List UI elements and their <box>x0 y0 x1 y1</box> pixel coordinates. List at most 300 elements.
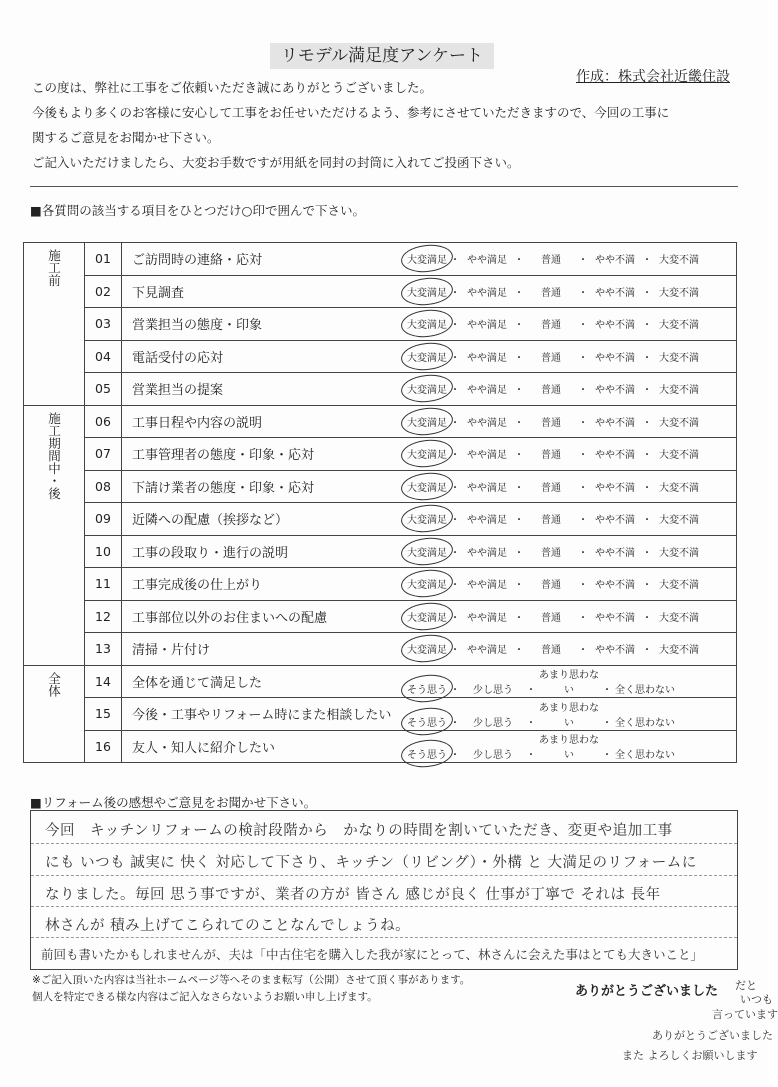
handwritten-note: また よろしくお願いします <box>622 1049 758 1062</box>
answer-option[interactable] <box>654 414 704 429</box>
answer-options <box>406 470 737 503</box>
answer-option-label: やや不満 <box>595 417 635 429</box>
answer-option-label: 大変満足 <box>407 287 447 299</box>
question-text: 今後・工事やリフォーム時にまた相談したい <box>122 698 407 731</box>
divider <box>30 186 738 187</box>
answer-option-label: あまり思わない <box>539 735 599 762</box>
separator: ・ <box>642 612 652 624</box>
answer-option-label: 大変不満 <box>659 482 699 494</box>
separator: ・ <box>514 612 524 624</box>
answer-option[interactable] <box>462 316 512 331</box>
comment-line: 前回も書いたかもしれませんが、夫は「中古住宅を購入した我が家にとって、林さんに会えた事はとても大きいこと」 <box>41 947 704 962</box>
answer-option-label: 大変満足 <box>407 417 447 429</box>
question-number: 13 <box>85 633 122 666</box>
answer-option[interactable] <box>590 446 640 461</box>
answer-option[interactable] <box>406 609 448 624</box>
question-text: 工事管理者の態度・印象・応対 <box>122 438 407 471</box>
answer-option[interactable] <box>590 284 640 299</box>
answer-option-label: 普通 <box>541 255 561 267</box>
answer-option-label: 大変不満 <box>659 547 699 559</box>
question-number: 05 <box>85 373 122 406</box>
answer-option[interactable] <box>590 414 640 429</box>
separator: ・ <box>514 547 524 559</box>
answer-option[interactable] <box>406 381 448 396</box>
group-label-text: 施工期間中・後 <box>46 411 62 499</box>
separator: ・ <box>450 612 460 624</box>
separator: ・ <box>578 417 588 429</box>
answer-option-label: やや不満 <box>595 255 635 267</box>
answer-option[interactable] <box>462 544 512 559</box>
question-number: 08 <box>85 470 122 503</box>
answer-option[interactable] <box>462 284 512 299</box>
answer-option[interactable] <box>654 316 704 331</box>
answer-option[interactable] <box>614 714 676 729</box>
answer-option[interactable] <box>654 544 704 559</box>
question-row <box>24 503 737 536</box>
answer-option-label: 大変不満 <box>659 352 699 364</box>
thanks-text: ありがとうございました <box>575 984 719 999</box>
answer-option-label: やや不満 <box>595 547 635 559</box>
answer-option-label: そう思う <box>407 750 447 762</box>
separator: ・ <box>578 580 588 592</box>
separator: ・ <box>642 547 652 559</box>
answer-option[interactable] <box>406 576 448 591</box>
answer-option[interactable] <box>526 609 576 624</box>
answer-option-label: 普通 <box>541 515 561 527</box>
separator: ・ <box>514 287 524 299</box>
answer-option[interactable] <box>526 576 576 591</box>
answer-option[interactable] <box>590 576 640 591</box>
answer-option[interactable] <box>526 381 576 396</box>
question-row <box>24 665 737 698</box>
answer-option[interactable] <box>406 641 448 656</box>
selected-circle-mark <box>400 405 455 437</box>
answer-option-label: 少し思う <box>473 685 513 697</box>
answer-option[interactable] <box>654 511 704 526</box>
answer-option-label: やや不満 <box>595 612 635 624</box>
answer-option-label: 大変満足 <box>407 612 447 624</box>
answer-option-label: やや満足 <box>467 450 507 462</box>
answer-option-label: 大変不満 <box>659 645 699 657</box>
answer-option-label: やや不満 <box>595 320 635 332</box>
answer-option[interactable] <box>654 251 704 266</box>
selected-circle-mark <box>400 503 455 535</box>
answer-option[interactable] <box>654 349 704 364</box>
comment-line: なりました。毎回 思う事ですが、業者の方が 皆さん 感じが良く 仕事が丁寧で それは 長年 <box>45 887 661 903</box>
comment-line: 林さんが 積み上げてこられてのことなんでしょうね。 <box>45 918 411 934</box>
answer-option[interactable] <box>538 666 600 696</box>
answer-option-label: 大変不満 <box>659 287 699 299</box>
answer-option[interactable] <box>462 511 512 526</box>
separator: ・ <box>514 320 524 332</box>
answer-options <box>406 503 737 536</box>
question-number: 01 <box>85 243 122 276</box>
answer-option-label: やや満足 <box>467 547 507 559</box>
answer-option[interactable] <box>462 446 512 461</box>
answer-option-label: 大変不満 <box>659 385 699 397</box>
survey-table <box>23 242 737 763</box>
answer-option[interactable] <box>590 316 640 331</box>
question-text: 営業担当の提案 <box>122 373 407 406</box>
separator: ・ <box>578 450 588 462</box>
intro-line: 今後もより多くのお客様に安心して工事をお任せいただけるよう、参考にさせていただきますので、今回の工事に <box>32 105 670 120</box>
question-number: 14 <box>85 665 122 698</box>
separator: ・ <box>450 717 460 729</box>
handwritten-note: ありがとうございました <box>652 1029 773 1042</box>
question-text: 全体を通じて満足した <box>122 665 407 698</box>
answer-option[interactable] <box>406 316 448 331</box>
separator: ・ <box>450 385 460 397</box>
selected-circle-mark <box>400 738 455 770</box>
answer-option[interactable] <box>614 746 676 761</box>
answer-option-label: 大変不満 <box>659 515 699 527</box>
answer-options <box>406 535 737 568</box>
separator: ・ <box>526 685 536 697</box>
separator: ・ <box>578 352 588 364</box>
answer-option-label: 大変不満 <box>659 417 699 429</box>
separator: ・ <box>450 450 460 462</box>
answer-option-label: やや満足 <box>467 645 507 657</box>
question-number: 16 <box>85 730 122 763</box>
answer-option-label: 普通 <box>541 385 561 397</box>
answer-option-label: やや満足 <box>467 385 507 397</box>
question-number: 02 <box>85 275 122 308</box>
answer-options <box>406 340 737 373</box>
answer-option-label: 普通 <box>541 320 561 332</box>
answer-option-label: 大変満足 <box>407 450 447 462</box>
separator: ・ <box>602 717 612 729</box>
answer-option[interactable] <box>462 479 512 494</box>
selected-circle-mark <box>400 438 455 470</box>
separator: ・ <box>642 515 652 527</box>
question-row <box>24 730 737 763</box>
answer-option[interactable] <box>654 381 704 396</box>
question-text: 下見調査 <box>122 275 407 308</box>
answer-options <box>406 275 737 308</box>
selected-circle-mark <box>400 535 455 567</box>
separator: ・ <box>578 547 588 559</box>
intro-line: ご記入いただけましたら、大変お手数ですが用紙を同封の封筒に入れてご投函下さい。 <box>32 155 520 170</box>
answer-options <box>406 698 737 731</box>
question-number: 04 <box>85 340 122 373</box>
selected-circle-mark <box>400 633 455 665</box>
answer-option-label: あまり思わない <box>539 702 599 729</box>
note: ※ご記入頂いた内容は当社ホームページ等へそのまま転写（公開）させて頂く事があります。 <box>32 974 471 986</box>
separator: ・ <box>642 352 652 364</box>
answer-option-label: 大変不満 <box>659 450 699 462</box>
question-number: 06 <box>85 405 122 438</box>
question-row <box>24 243 737 276</box>
answer-option[interactable] <box>654 641 704 656</box>
answer-option[interactable] <box>526 251 576 266</box>
answer-option[interactable] <box>538 699 600 729</box>
answer-option-label: 普通 <box>541 450 561 462</box>
answer-option-label: そう思う <box>407 685 447 697</box>
author-line: 作成：株式会社近畿住設 <box>576 69 730 85</box>
answer-option[interactable] <box>590 609 640 624</box>
separator: ・ <box>450 580 460 592</box>
separator: ・ <box>450 515 460 527</box>
answer-option-label: 普通 <box>541 352 561 364</box>
separator: ・ <box>526 750 536 762</box>
comments-heading: ■リフォーム後の感想やご意見をお聞かせ下さい。 <box>30 795 317 810</box>
answer-option-label: やや不満 <box>595 450 635 462</box>
answer-options <box>406 568 737 601</box>
separator: ・ <box>578 612 588 624</box>
question-row <box>24 340 737 373</box>
answer-option[interactable] <box>406 446 448 461</box>
answer-option-label: 大変満足 <box>407 645 447 657</box>
answer-option[interactable] <box>526 414 576 429</box>
question-text: 営業担当の態度・印象 <box>122 308 407 341</box>
answer-option-label: やや満足 <box>467 352 507 364</box>
answer-option[interactable] <box>526 641 576 656</box>
handwritten-note: だと <box>735 979 757 992</box>
question-text: 工事完成後の仕上がり <box>122 568 407 601</box>
answer-option-label: 大変不満 <box>659 320 699 332</box>
answer-option-label: あまり思わない <box>539 670 599 697</box>
answer-option-label: 大変満足 <box>407 547 447 559</box>
answer-option[interactable] <box>654 284 704 299</box>
answer-option-label: 普通 <box>541 417 561 429</box>
answer-option[interactable] <box>526 349 576 364</box>
answer-option-label: 大変不満 <box>659 612 699 624</box>
group-label <box>24 243 85 406</box>
question-row <box>24 275 737 308</box>
selected-circle-mark <box>400 600 455 632</box>
separator: ・ <box>578 287 588 299</box>
separator: ・ <box>514 482 524 494</box>
answer-option[interactable] <box>590 641 640 656</box>
answer-option-label: 大変満足 <box>407 515 447 527</box>
separator: ・ <box>642 580 652 592</box>
question-row <box>24 633 737 666</box>
answer-option-label: 大変満足 <box>407 255 447 267</box>
answer-option[interactable] <box>526 544 576 559</box>
answer-option-label: 大変満足 <box>407 352 447 364</box>
answer-option[interactable] <box>406 349 448 364</box>
answer-option-label: 少し思う <box>473 750 513 762</box>
answer-option[interactable] <box>406 714 448 729</box>
answer-option[interactable] <box>462 681 524 696</box>
question-row <box>24 698 737 731</box>
answer-option[interactable] <box>526 511 576 526</box>
answer-option[interactable] <box>590 251 640 266</box>
answer-option[interactable] <box>538 731 600 761</box>
answer-option-label: やや満足 <box>467 417 507 429</box>
separator: ・ <box>642 417 652 429</box>
separator: ・ <box>450 255 460 267</box>
answer-option-label: やや満足 <box>467 482 507 494</box>
separator: ・ <box>514 255 524 267</box>
separator: ・ <box>642 450 652 462</box>
separator: ・ <box>578 515 588 527</box>
question-text: 電話受付の応対 <box>122 340 407 373</box>
answer-option-label: 全く思わない <box>615 750 675 762</box>
separator: ・ <box>514 450 524 462</box>
question-row <box>24 470 737 503</box>
answer-option-label: 普通 <box>541 580 561 592</box>
question-text: 下請け業者の態度・印象・応対 <box>122 470 407 503</box>
answer-option[interactable] <box>462 414 512 429</box>
separator: ・ <box>642 320 652 332</box>
selected-circle-mark <box>400 275 455 307</box>
question-number: 11 <box>85 568 122 601</box>
question-number: 15 <box>85 698 122 731</box>
question-row <box>24 373 737 406</box>
answer-option[interactable] <box>526 479 576 494</box>
separator: ・ <box>514 417 524 429</box>
question-row <box>24 568 737 601</box>
answer-option[interactable] <box>590 511 640 526</box>
handwritten-note: 言っています <box>712 1008 778 1021</box>
answer-options <box>406 633 737 666</box>
answer-option-label: やや不満 <box>595 482 635 494</box>
question-number: 10 <box>85 535 122 568</box>
question-text: 工事部位以外のお住まいへの配慮 <box>122 600 407 633</box>
separator: ・ <box>578 255 588 267</box>
separator: ・ <box>642 287 652 299</box>
separator: ・ <box>526 717 536 729</box>
selected-circle-mark <box>400 373 455 405</box>
answer-option[interactable] <box>462 576 512 591</box>
group-label-text: 施工前 <box>46 249 62 287</box>
group-label <box>24 405 85 665</box>
answer-option[interactable] <box>406 284 448 299</box>
answer-option[interactable] <box>462 349 512 364</box>
separator: ・ <box>514 385 524 397</box>
comments-box[interactable] <box>30 810 738 970</box>
answer-option-label: そう思う <box>407 717 447 729</box>
answer-option-label: 大変満足 <box>407 482 447 494</box>
separator: ・ <box>578 645 588 657</box>
page-title: リモデル満足度アンケート <box>270 43 494 69</box>
answer-option-label: 大変不満 <box>659 255 699 267</box>
question-row <box>24 405 737 438</box>
answer-option[interactable] <box>406 511 448 526</box>
answer-option[interactable] <box>406 414 448 429</box>
answer-option[interactable] <box>526 284 576 299</box>
question-row <box>24 600 737 633</box>
question-text: ご訪問時の連絡・応対 <box>122 243 407 276</box>
selected-circle-mark <box>400 340 455 372</box>
answer-option-label: やや不満 <box>595 515 635 527</box>
answer-option-label: 少し思う <box>473 717 513 729</box>
answer-option[interactable] <box>462 381 512 396</box>
separator: ・ <box>642 482 652 494</box>
separator: ・ <box>578 320 588 332</box>
group-label-text: 全体 <box>46 671 62 697</box>
separator: ・ <box>514 352 524 364</box>
answer-option[interactable] <box>654 446 704 461</box>
answer-option[interactable] <box>406 251 448 266</box>
answer-option-label: 大変満足 <box>407 385 447 397</box>
answer-option[interactable] <box>462 251 512 266</box>
question-text: 工事の段取り・進行の説明 <box>122 535 407 568</box>
separator: ・ <box>578 385 588 397</box>
answer-option[interactable] <box>462 746 524 761</box>
answer-options <box>406 308 737 341</box>
answer-option[interactable] <box>406 746 448 761</box>
separator: ・ <box>450 750 460 762</box>
answer-option-label: 大変満足 <box>407 320 447 332</box>
separator: ・ <box>514 580 524 592</box>
group-label <box>24 665 85 763</box>
answer-option[interactable] <box>654 479 704 494</box>
answer-option[interactable] <box>462 641 512 656</box>
answer-option[interactable] <box>526 446 576 461</box>
selected-circle-mark <box>400 243 455 275</box>
question-number: 12 <box>85 600 122 633</box>
answer-option-label: 普通 <box>541 547 561 559</box>
separator: ・ <box>642 645 652 657</box>
answer-options <box>406 600 737 633</box>
separator: ・ <box>450 320 460 332</box>
answer-option-label: 全く思わない <box>615 685 675 697</box>
answer-option[interactable] <box>654 576 704 591</box>
answer-option[interactable] <box>590 479 640 494</box>
answer-option-label: やや不満 <box>595 385 635 397</box>
answer-options <box>406 665 737 698</box>
separator: ・ <box>450 417 460 429</box>
answer-option[interactable] <box>406 479 448 494</box>
selected-circle-mark <box>400 568 455 600</box>
answer-option-label: やや不満 <box>595 580 635 592</box>
separator: ・ <box>514 645 524 657</box>
question-number: 03 <box>85 308 122 341</box>
answer-option[interactable] <box>526 316 576 331</box>
answer-option-label: やや満足 <box>467 287 507 299</box>
question-row <box>24 438 737 471</box>
answer-option[interactable] <box>590 381 640 396</box>
separator: ・ <box>602 750 612 762</box>
selected-circle-mark <box>400 470 455 502</box>
answer-option[interactable] <box>406 681 448 696</box>
answer-option-label: 普通 <box>541 482 561 494</box>
handwritten-note: いつも <box>740 993 773 1006</box>
selected-circle-mark <box>400 308 455 340</box>
answer-option[interactable] <box>462 609 512 624</box>
answer-option-label: 大変満足 <box>407 580 447 592</box>
answer-option-label: 普通 <box>541 645 561 657</box>
separator: ・ <box>642 255 652 267</box>
answer-option-label: やや満足 <box>467 320 507 332</box>
separator: ・ <box>602 685 612 697</box>
separator: ・ <box>450 547 460 559</box>
answer-options <box>406 243 737 276</box>
answer-option-label: やや満足 <box>467 612 507 624</box>
answer-option-label: 全く思わない <box>615 717 675 729</box>
answer-option[interactable] <box>462 714 524 729</box>
question-text: 友人・知人に紹介したい <box>122 730 407 763</box>
question-number: 09 <box>85 503 122 536</box>
question-text: 工事日程や内容の説明 <box>122 405 407 438</box>
intro-line: この度は、弊社に工事をご依頼いただき誠にありがとうございました。 <box>32 80 433 95</box>
separator: ・ <box>450 482 460 494</box>
separator: ・ <box>450 352 460 364</box>
separator: ・ <box>578 482 588 494</box>
comment-line: 今回 キッチンリフォームの検討段階から かなりの時間を割いていただき、変更や追加工事 <box>45 823 673 839</box>
answer-options <box>406 438 737 471</box>
answer-option[interactable] <box>590 544 640 559</box>
answer-option[interactable] <box>654 609 704 624</box>
question-text: 近隣への配慮（挨拶など） <box>122 503 407 536</box>
separator: ・ <box>450 287 460 299</box>
answer-option[interactable] <box>406 544 448 559</box>
answer-option[interactable] <box>590 349 640 364</box>
answer-option-label: やや満足 <box>467 515 507 527</box>
answer-option[interactable] <box>614 681 676 696</box>
